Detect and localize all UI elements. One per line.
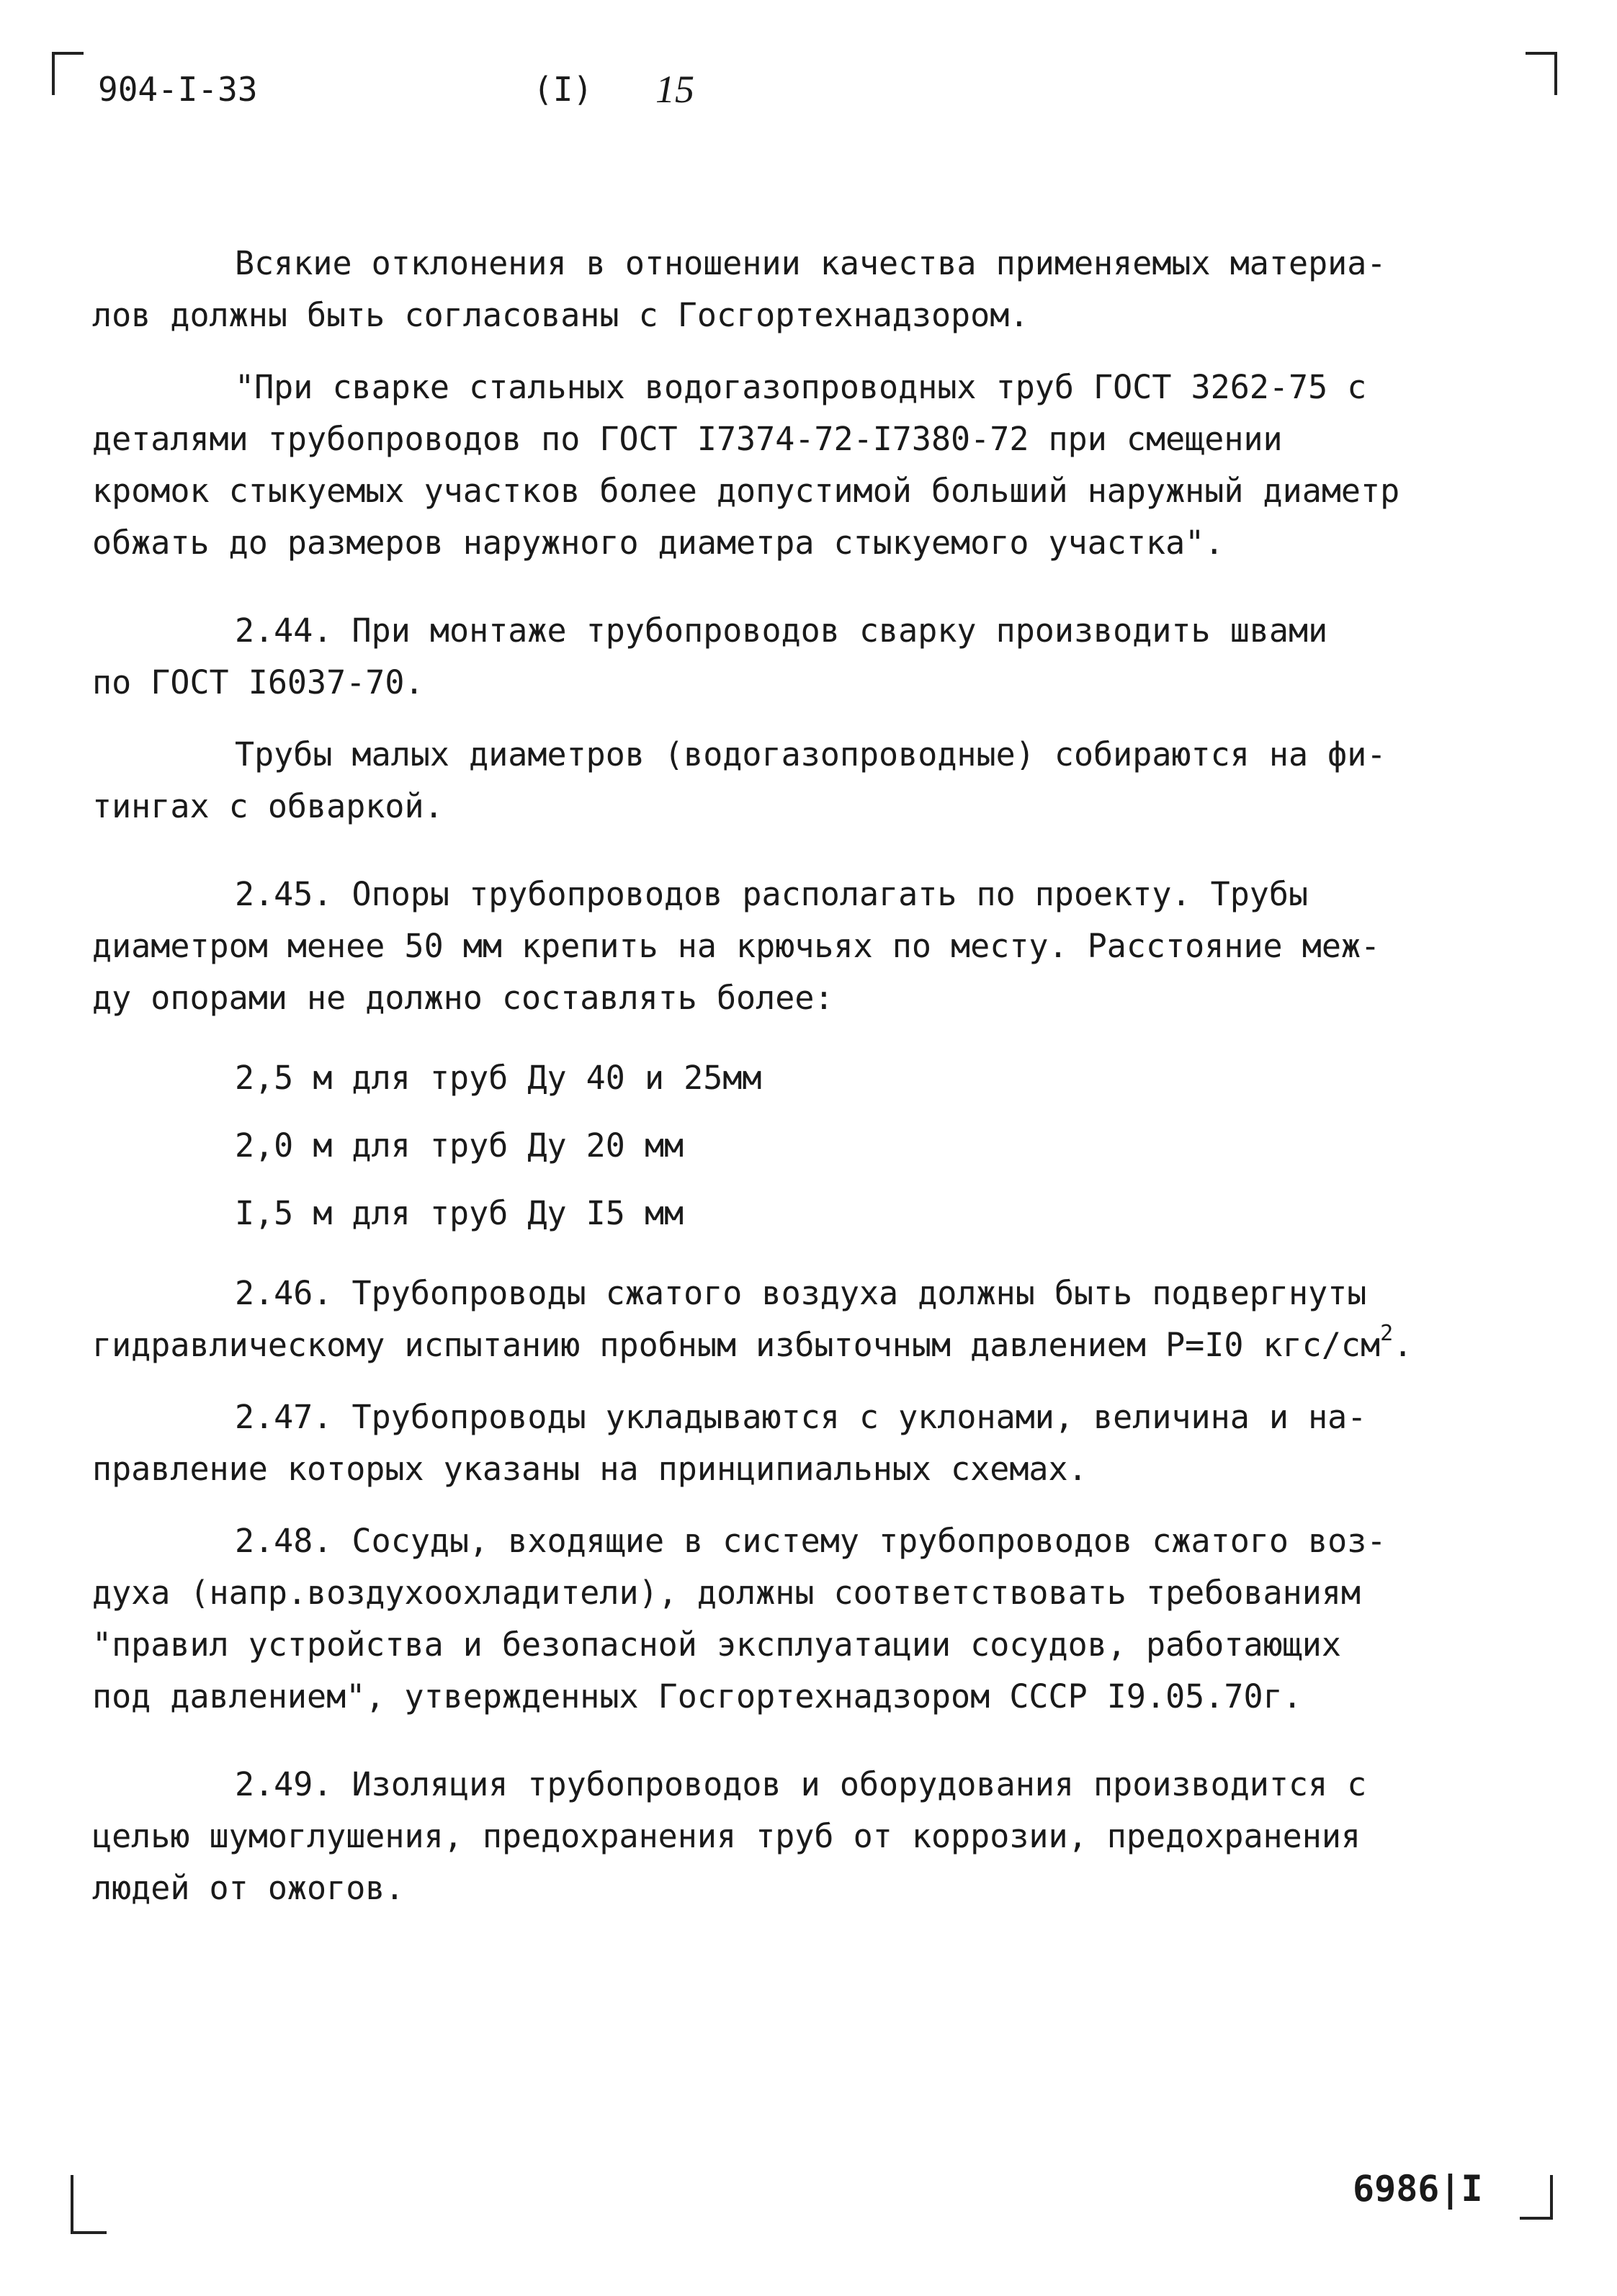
sheet-number: 6986|I bbox=[1353, 2168, 1483, 2210]
list-item: 2,0 м для труб Ду 20 мм bbox=[235, 1126, 684, 1165]
text-line: ду опорами не должно составлять более: bbox=[92, 979, 834, 1017]
text-line: под давлением", утвержденных Госгортехнадзором СССР I9.05.70г. bbox=[92, 1677, 1302, 1716]
text-line: Всякие отклонения в отношении качества применяемых материа- bbox=[235, 244, 1387, 282]
text-line: 2.49. Изоляция трубопроводов и оборудования производится с bbox=[235, 1765, 1367, 1803]
paragraph-2-44 bbox=[92, 605, 1562, 709]
text-line: 2.47. Трубопроводы укладываются с уклонами, величина и на- bbox=[235, 1398, 1367, 1436]
corner-mark-top-left bbox=[52, 52, 84, 95]
volume-number: (I) bbox=[533, 70, 594, 109]
document-body bbox=[92, 238, 1562, 1914]
text-line: Трубы малых диаметров (водогазопроводные) собираются на фи- bbox=[235, 735, 1387, 773]
corner-mark-bottom-left bbox=[71, 2175, 107, 2234]
text-line: "При сварке стальных водогазопроводных труб ГОСТ 3262-75 с bbox=[235, 368, 1367, 406]
list-item: I,5 м для труб Ду I5 мм bbox=[235, 1194, 684, 1232]
document-code: 904-I-33 bbox=[98, 70, 258, 109]
text-line: духа (напр.воздухоохладители), должны соответствовать требованиям bbox=[92, 1574, 1361, 1612]
text-line: людей от ожогов. bbox=[92, 1869, 405, 1907]
superscript: 2 bbox=[1380, 1321, 1394, 1346]
list-item: 2,5 м для труб Ду 40 и 25мм bbox=[235, 1059, 762, 1097]
text-line: "правил устройства и безопасной эксплуатации сосудов, работающих bbox=[92, 1625, 1341, 1664]
text-line: целью шумоглушения, предохранения труб от коррозии, предохранения bbox=[92, 1817, 1361, 1855]
text-line: 2.44. При монтаже трубопроводов сварку производить швами bbox=[235, 611, 1328, 650]
corner-mark-bottom-right bbox=[1520, 2175, 1553, 2220]
text-line: обжать до размеров наружного диаметра стыкуемого участка". bbox=[92, 524, 1224, 562]
paragraph-2-48 bbox=[92, 1515, 1562, 1723]
paragraph-welding-quote bbox=[92, 362, 1562, 569]
text-line: 2.48. Сосуды, входящие в систему трубопроводов сжатого воз- bbox=[235, 1522, 1387, 1560]
text-segment: . bbox=[1393, 1326, 1413, 1364]
text-line: кромок стыкуемых участков более допустимой больший наружный диаметр bbox=[92, 472, 1400, 510]
support-spacing-list bbox=[92, 1044, 1562, 1247]
text-line: 2.46. Трубопроводы сжатого воздуха должны быть подвергнуты bbox=[235, 1274, 1367, 1312]
paragraph-deviations bbox=[92, 238, 1562, 341]
paragraph-2-45 bbox=[92, 869, 1562, 1024]
text-line: тингах с обваркой. bbox=[92, 787, 444, 825]
page-number: 15 bbox=[655, 68, 694, 111]
text-segment: гидравлическому испытанию пробным избыточным давлением Р=I0 кгс/см bbox=[92, 1326, 1381, 1364]
text-line bbox=[92, 1319, 1562, 1371]
paragraph-small-pipes bbox=[92, 729, 1562, 833]
text-line: деталями трубопроводов по ГОСТ I7374-72-I7380-72 при смещении bbox=[92, 420, 1283, 458]
text-line: лов должны быть согласованы с Госгортехнадзором. bbox=[92, 296, 1029, 334]
paragraph-2-46 bbox=[92, 1268, 1562, 1371]
text-line: по ГОСТ I6037-70. bbox=[92, 663, 424, 701]
paragraph-2-47 bbox=[92, 1391, 1562, 1495]
paragraph-2-49 bbox=[92, 1759, 1562, 1914]
text-line: правление которых указаны на принципиальных схемах. bbox=[92, 1450, 1088, 1488]
corner-mark-top-right bbox=[1526, 52, 1557, 95]
text-line: диаметром менее 50 мм крепить на крючьях по месту. Расстояние меж- bbox=[92, 927, 1381, 965]
text-line: 2.45. Опоры трубопроводов располагать по проекту. Трубы bbox=[235, 875, 1309, 913]
